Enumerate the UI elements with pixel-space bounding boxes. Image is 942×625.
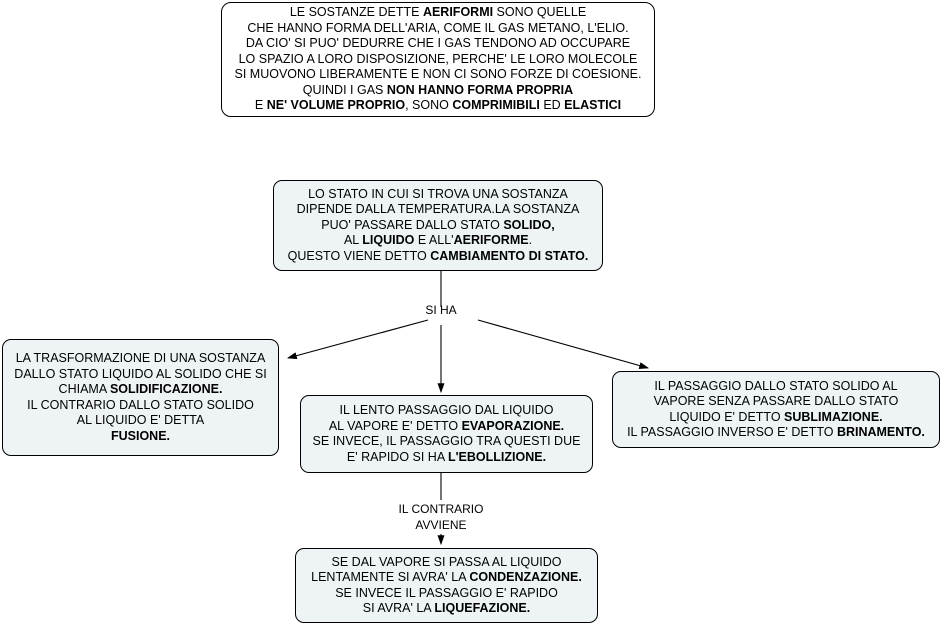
node-aeriformi xyxy=(221,2,655,117)
node-line: SE INVECE, IL PASSAGGIO TRA QUESTI DUE xyxy=(312,434,581,448)
node-line: IL PASSAGGIO DALLO STATO SOLIDO AL xyxy=(654,378,898,393)
node-line: DALLO STATO LIQUIDO AL SOLIDO CHE SI xyxy=(14,366,267,381)
node-line: DA CIO' SI PUO' DEDURRE CHE I GAS TENDONO AD OCCUPARE xyxy=(245,36,631,51)
node-condenzazione-liquefazione xyxy=(295,548,598,623)
node-line: IL PASSAGGIO INVERSO E' DETTO BRINAMENTO. xyxy=(627,425,925,439)
node-line: CHIAMA SOLIDIFICAZIONE. xyxy=(58,382,223,396)
node-line: LO SPAZIO A LORO DISPOSIZIONE, PERCHE' LE LORO MOLECOLE xyxy=(238,51,638,66)
node-line: LA TRASFORMAZIONE DI UNA SOSTANZA xyxy=(15,351,266,365)
node-solidificazione-fusione xyxy=(2,339,279,456)
node-evaporazione-ebollizione xyxy=(300,395,593,473)
node-line: E NE' VOLUME PROPRIO, SONO COMPRIMIBILI ED ELASTICI xyxy=(254,98,622,113)
node-line: LO STATO IN CUI SI TROVA UNA SOSTANZA xyxy=(308,186,568,201)
node-sublimazione-brinamento xyxy=(612,371,940,448)
node-line: AL LIQUIDO E' DETTA xyxy=(76,413,205,427)
node-cambiamento-di-stato xyxy=(273,180,603,271)
node-line: PUO' PASSARE DALLO STATO SOLIDO, xyxy=(321,217,555,232)
node-line: LIQUIDO E' DETTO SUBLIMAZIONE. xyxy=(669,409,883,424)
node-line: SI MUOVONO LIBERAMENTE E NON CI SONO FORZE DI COESIONE. xyxy=(234,67,642,82)
node-line: DIPENDE DALLA TEMPERATURA.LA SOSTANZA xyxy=(296,202,580,217)
node-line: AL VAPORE E' DETTO EVAPORAZIONE. xyxy=(328,418,565,433)
node-line: LENTAMENTE SI AVRA' LA CONDENZAZIONE. xyxy=(311,570,582,584)
node-line: SE DAL VAPORE SI PASSA AL LIQUIDO xyxy=(331,554,562,569)
node-line: IL LENTO PASSAGGIO DAL LIQUIDO xyxy=(339,403,554,417)
node-line: LE SOSTANZE DETTE AERIFORMI SONO QUELLE xyxy=(289,5,587,20)
node-line: E' RAPIDO SI HA L'EBOLLIZIONE. xyxy=(346,449,547,464)
edge-label-avviene: AVVIENE xyxy=(415,518,467,532)
node-line: VAPORE SENZA PASSARE DALLO STATO xyxy=(653,394,899,408)
node-line: QUESTO VIENE DETTO CAMBIAMENTO DI STATO. xyxy=(287,248,589,263)
node-line: IL CONTRARIO DALLO STATO SOLIDO xyxy=(27,397,254,412)
node-line: CHE HANNO FORMA DELL'ARIA, COME IL GAS METANO, L'ELIO. xyxy=(247,20,629,35)
node-line: AL LIQUIDO E ALL'AERIFORME. xyxy=(343,233,533,248)
node-line: FUSIONE. xyxy=(110,428,171,443)
edge-label-il-contrario: IL CONTRARIO xyxy=(398,502,484,516)
node-line: SI AVRA' LA LIQUEFAZIONE. xyxy=(362,601,531,615)
node-line: QUINDI I GAS NON HANNO FORMA PROPRIA xyxy=(302,82,574,97)
node-line: SE INVECE IL PASSAGGIO E' RAPIDO xyxy=(335,585,558,600)
edge-label-si-ha: SI HA xyxy=(425,303,457,317)
